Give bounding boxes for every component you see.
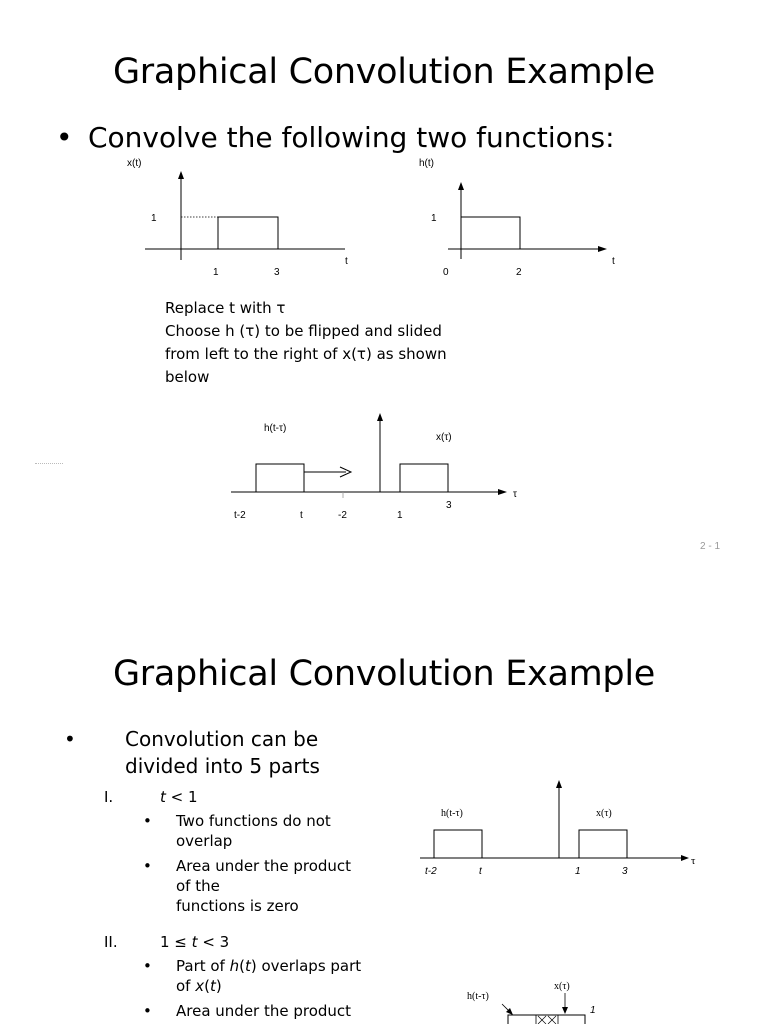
case1-h-label: h(t-τ)	[441, 808, 463, 819]
section-2-point-2-marker: •	[143, 1002, 152, 1020]
slide1-bullet-marker: •	[56, 121, 73, 154]
point-line: Two functions do not	[176, 812, 331, 830]
point-line: of x(t)	[176, 977, 222, 995]
flip-graph-tick-t: t	[300, 510, 303, 521]
flip-graph-axis-label: τ	[513, 489, 517, 500]
section-1-point-2-marker: •	[143, 857, 152, 875]
case2-tick-1: 1	[590, 1005, 596, 1016]
h-graph-tick-2: 2	[516, 267, 522, 278]
case2-x-label: x(τ)	[554, 981, 570, 992]
section-2-point-2: Area under the product	[176, 1002, 352, 1020]
section-1-numeral: I.	[104, 788, 114, 806]
instruction-line: Replace t with τ	[165, 299, 286, 317]
point-line: Area under the product	[176, 857, 352, 875]
x-graph-level-label: 1	[151, 213, 157, 224]
x-graph-tick-1: 1	[213, 267, 219, 278]
page-number: 2 - 1	[700, 541, 721, 552]
flip-graph-x-label: x(τ)	[436, 432, 452, 443]
section-1-condition: t < 1	[160, 788, 198, 806]
flip-graph-tick-1: 1	[397, 510, 403, 521]
slide2-title: Graphical Convolution Example	[112, 654, 655, 694]
slide1-bullet-text: Convolve the following two functions:	[88, 121, 615, 154]
case1-tick-t-minus-2: t-2	[425, 866, 437, 877]
h-graph-tick-0: 0	[443, 267, 449, 278]
flip-graph-h-label: h(t-τ)	[264, 423, 287, 434]
h-graph-ylabel: h(t)	[419, 158, 434, 169]
h-graph-xlabel: t	[612, 256, 615, 267]
slide2-bullet-marker: •	[64, 727, 76, 751]
point-line: overlap	[176, 832, 233, 850]
slide1-title: Graphical Convolution Example	[112, 52, 655, 92]
point-line: Part of h(t) overlaps part	[176, 957, 362, 975]
case1-tick-1: 1	[575, 866, 581, 877]
case2-h-label: h(t-τ)	[467, 991, 489, 1002]
section-2-numeral: II.	[104, 933, 118, 951]
intro-line: Convolution can be	[125, 727, 319, 751]
case1-x-label: x(τ)	[596, 808, 612, 819]
case2-overlap-box	[508, 1015, 585, 1024]
intro-line: divided into 5 parts	[125, 754, 320, 778]
instruction-line: from left to the right of x(τ) as shown	[165, 345, 447, 363]
x-graph-tick-3: 3	[274, 267, 280, 278]
case1-tick-3: 3	[622, 866, 628, 877]
case2-overlap-hatch	[538, 1016, 556, 1024]
h-graph-level-label: 1	[431, 213, 437, 224]
section-2-condition: 1 ≤ t < 3	[160, 933, 230, 951]
point-line: of the	[176, 877, 220, 895]
point-line: functions is zero	[176, 897, 299, 915]
x-graph-xlabel: t	[345, 256, 348, 267]
section-1-point-1-marker: •	[143, 812, 152, 830]
x-graph-ylabel: x(t)	[127, 158, 142, 169]
flip-graph-tick-t-minus-2: t-2	[234, 510, 246, 521]
case2-x-pointer-head	[562, 1007, 568, 1014]
case1-tick-t: t	[479, 866, 482, 877]
section-2-point-1-marker: •	[143, 957, 152, 975]
case1-axis-label: τ	[691, 855, 696, 867]
flip-graph-tick-3: 3	[446, 500, 452, 511]
instruction-line: Choose h (τ) to be flipped and slided	[165, 322, 442, 340]
instruction-line: below	[165, 368, 210, 386]
flip-graph-tick-minus-2: -2	[338, 510, 347, 521]
